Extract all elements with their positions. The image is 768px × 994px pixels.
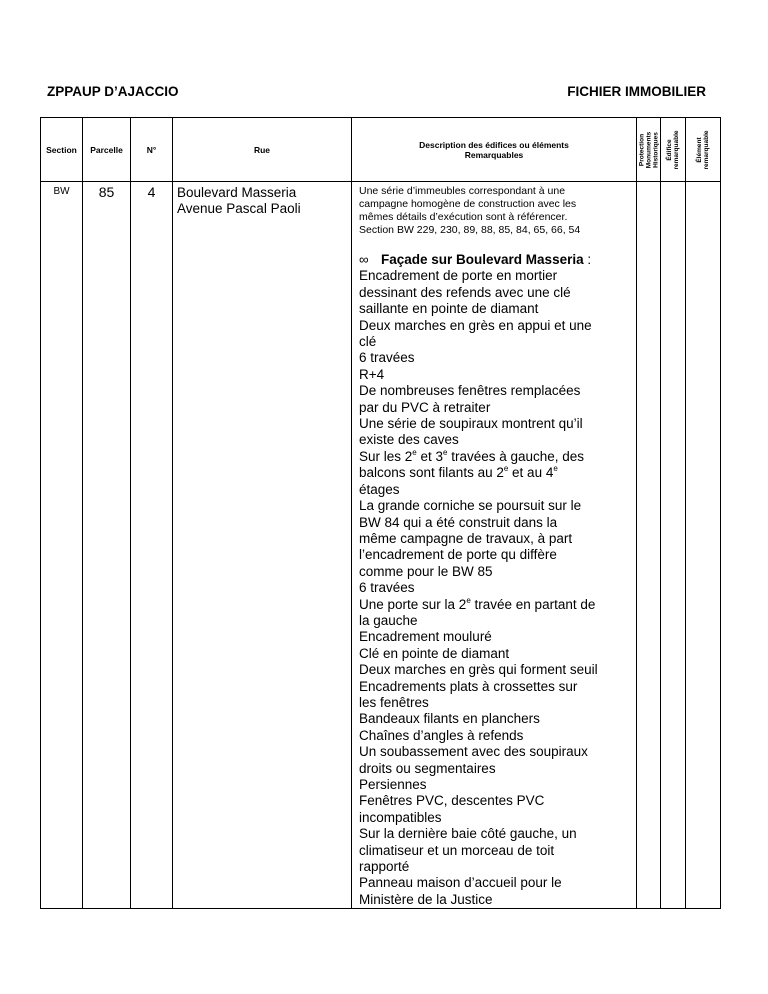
facade-line: La grande corniche se poursuit sur le xyxy=(359,498,582,514)
protection-line2: Monuments xyxy=(645,131,652,168)
facade-line: BW 84 qui a été construit dans la xyxy=(359,514,558,530)
col-header-parcelle: Parcelle xyxy=(83,118,131,182)
facade-line: 6 travées xyxy=(359,350,415,366)
protection-line3: Historiques xyxy=(652,131,659,168)
cell-edifice xyxy=(661,182,686,909)
element-line2: remarquable xyxy=(703,129,710,170)
facade-line: Deux marches en grès en appui et une xyxy=(359,317,592,333)
facade-title: Façade sur Boulevard Masseria xyxy=(381,252,584,267)
col-header-rue: Rue xyxy=(173,118,352,182)
cell-section: BW xyxy=(41,182,83,909)
facade-line: Panneau maison d’accueil pour le xyxy=(359,875,562,891)
facade-colon: : xyxy=(583,252,592,267)
cell-description xyxy=(352,182,637,909)
facade-line: Ministère de la Justice xyxy=(359,891,493,907)
facade-line: Encadrements plats à crossettes sur xyxy=(359,678,578,694)
text-part: Sur les 2 xyxy=(359,448,413,464)
text-part: travées à gauche, des xyxy=(447,448,585,464)
facade-line: rapporté xyxy=(359,859,410,875)
facade-line: De nombreuses fenêtres remplacées xyxy=(359,383,581,399)
text-part: Une porte sur la 2 xyxy=(359,596,467,612)
intro-line: mêmes détails d’exécution sont à référencer. xyxy=(359,211,568,223)
facade-line: les fenêtres xyxy=(359,694,429,710)
cell-parcelle: 85 xyxy=(83,182,131,909)
facade-line: par du PVC à retraiter xyxy=(359,399,491,415)
facade-line-sur-les xyxy=(359,449,633,465)
header-row xyxy=(41,118,721,182)
facade-line: l’encadrement de porte qu diffère xyxy=(359,547,557,563)
superscript: e xyxy=(553,464,558,474)
facade-line: Persiennes xyxy=(359,777,427,792)
superscript: e xyxy=(466,595,471,605)
facade-line: 6 travées xyxy=(359,580,415,596)
col-header-num: N° xyxy=(131,118,173,182)
facade-line: saillante en pointe de diamant xyxy=(359,301,539,317)
col-header-protection xyxy=(637,118,661,182)
facade-heading xyxy=(359,252,633,268)
facade-section xyxy=(359,252,633,908)
facade-line: même campagne de travaux, à part xyxy=(359,530,573,546)
col-header-section: Section xyxy=(41,118,83,182)
inventory-table xyxy=(40,117,721,909)
facade-line: existe des caves xyxy=(359,432,459,448)
table-row xyxy=(41,182,721,909)
facade-line: Chaînes d’angles à refends xyxy=(359,727,524,743)
superscript: e xyxy=(412,447,417,457)
edifice-line2: remarquable xyxy=(673,129,680,170)
intro-line: campagne homogène de construction avec les xyxy=(359,198,577,210)
text-part: et 3 xyxy=(416,448,444,464)
col-header-description xyxy=(352,118,637,182)
col-header-description-line2: Remarquables xyxy=(464,149,524,160)
facade-line: étages xyxy=(359,481,400,497)
facade-line-balcons xyxy=(359,465,633,481)
facade-line: comme pour le BW 85 xyxy=(359,563,493,579)
edifice-line1: Édifice xyxy=(666,138,673,161)
facade-line: Bandeaux filants en planchers xyxy=(359,711,540,727)
document-title: ZPPAUP D’AJACCIO xyxy=(47,84,179,99)
superscript: e xyxy=(503,464,509,474)
protection-line1: Protection xyxy=(638,133,645,166)
intro-paragraph xyxy=(359,182,633,237)
facade-line: clé xyxy=(359,334,377,350)
facade-line: dessinant des refends avec une clé xyxy=(359,284,571,300)
facade-line: R+4 xyxy=(359,366,385,382)
facade-line: Deux marches en grès qui forment seuil xyxy=(359,662,598,678)
text-part: balcons sont filants au 2 xyxy=(359,465,504,481)
facade-line: Un soubassement avec des soupiraux xyxy=(359,744,588,760)
infinity-bullet-icon: ∞ xyxy=(359,252,369,267)
facade-line-porte xyxy=(359,597,633,613)
col-header-edifice xyxy=(661,118,686,182)
superscript: e xyxy=(443,447,448,457)
facade-line: climatiseur et un morceau de toit xyxy=(359,842,555,858)
facade-line: droits ou segmentaires xyxy=(359,760,496,776)
facade-line: Fenêtres PVC, descentes PVC xyxy=(359,793,545,809)
facade-line: Encadrement mouluré xyxy=(359,629,492,645)
cell-rue xyxy=(173,182,352,909)
facade-line: Clé en pointe de diamant xyxy=(359,645,510,661)
text-part: travée en partant de xyxy=(470,596,596,612)
cell-element xyxy=(686,182,721,909)
col-header-description-line1: Description des édifices ou éléments xyxy=(419,139,569,150)
text-part: et au 4 xyxy=(508,465,554,481)
col-header-element xyxy=(686,118,721,182)
cell-num: 4 xyxy=(131,182,173,909)
document-subtitle: FICHIER IMMOBILIER xyxy=(567,84,706,99)
intro-line: Une série d’immeubles correspondant à une xyxy=(359,185,566,197)
intro-line: Section BW 229, 230, 89, 88, 85, 84, 65, 66, 54 xyxy=(359,224,581,236)
element-line1: Élément xyxy=(696,136,703,163)
facade-line: incompatibles xyxy=(359,809,442,825)
facade-line: la gauche xyxy=(359,612,418,628)
cell-protection xyxy=(637,182,661,909)
facade-line: Encadrement de porte en mortier xyxy=(359,268,558,284)
facade-line: Sur la dernière baie côté gauche, un xyxy=(359,826,577,842)
rue-line2: Avenue Pascal Paoli xyxy=(177,201,301,216)
rue-line1: Boulevard Masseria xyxy=(177,185,297,200)
facade-line: Une série de soupiraux montrent qu’il xyxy=(359,416,583,432)
